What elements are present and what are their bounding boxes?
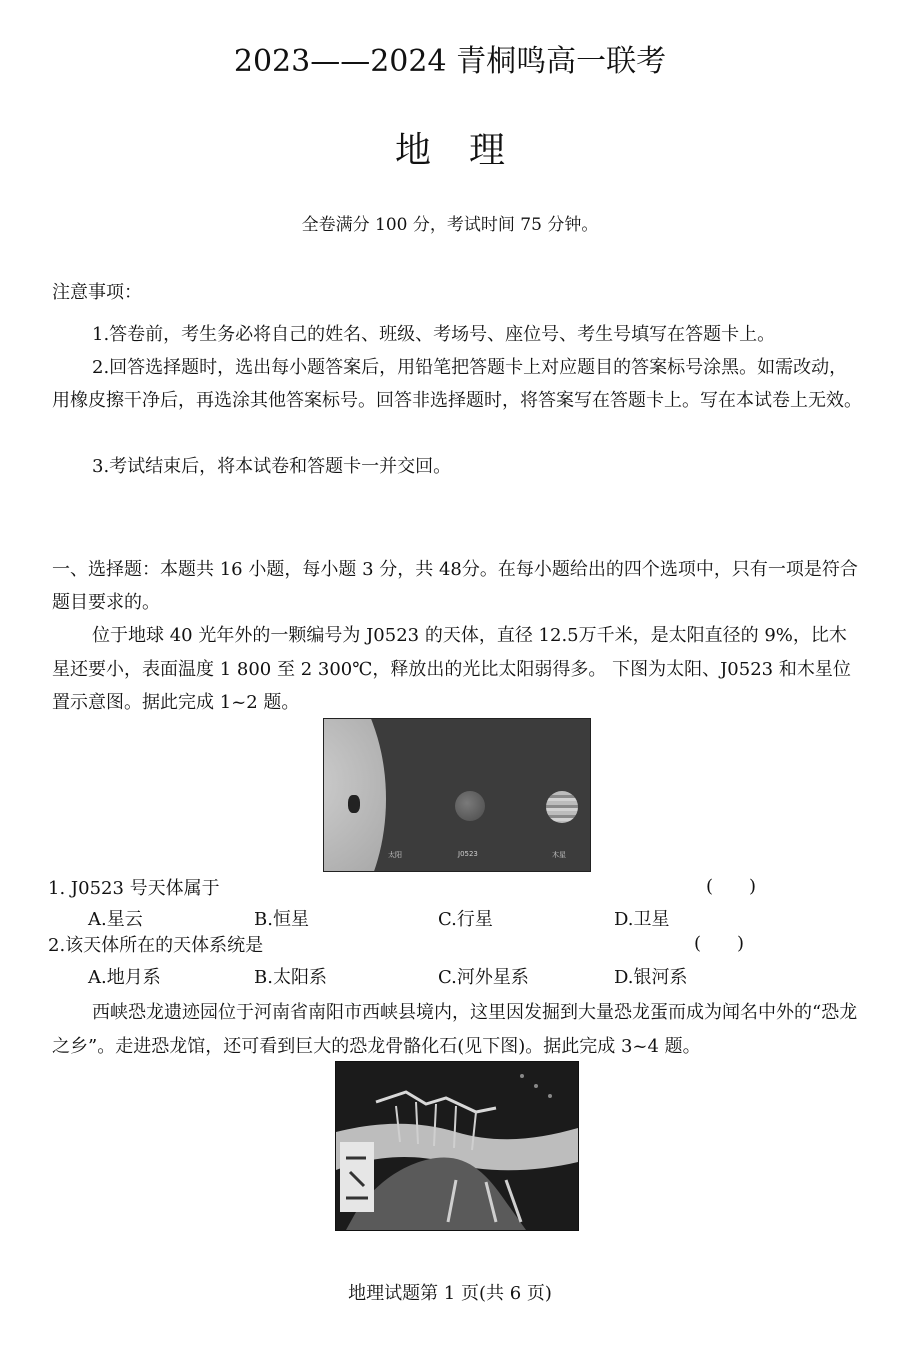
question-2-option-b: B.太阳系	[254, 967, 327, 988]
note-item-3: 3.考试结束后，将本试卷和答题卡一并交回。	[92, 456, 452, 477]
dinosaur-skeleton-drawing	[336, 1062, 578, 1230]
note-item-1: 1.答卷前，考生务必将自己的姓名、班级、考场号、座位号、考生号填写在答题卡上。	[92, 324, 776, 345]
question-2-option-c: C.河外星系	[438, 967, 529, 988]
question-2-stem: 2.该天体所在的天体系统是	[48, 935, 264, 956]
dinosaur-skeleton-photo	[335, 1061, 579, 1231]
passage-1: 位于地球 40 光年外的一颗编号为 J0523 的天体，直径 12.5万千米，是太阳直径的 9%，比木星还要小，表面温度 1 800 至 2 300℃，释放出的光比太阳弱得多。 下图为太阳、J0523 和木星位置示意图。据此完成 1~2 题。	[52, 625, 851, 713]
exam-info: 全卷满分 100 分，考试时间 75 分钟。	[301, 215, 599, 235]
question-2-option-a: A.地月系	[88, 967, 161, 988]
jupiter-shape	[546, 791, 578, 823]
question-1-option-c: C.行星	[438, 909, 493, 930]
question-1-option-a: A.星云	[88, 909, 143, 930]
sun-j0523-jupiter-figure	[323, 718, 591, 872]
subject-title: 地理	[394, 130, 543, 171]
j0523-shape	[455, 791, 485, 821]
question-1-option-d: D.卫星	[614, 909, 670, 930]
question-2-answer-blank: ( )	[694, 933, 745, 954]
figure-label-jupiter: 木星	[552, 851, 566, 859]
page-footer: 地理试题第 1 页(共 6 页)	[348, 1283, 552, 1304]
passage-2: 西峡恐龙遗迹园位于河南省南阳市西峡县境内，这里因发掘到大量恐龙蛋而成为闻名中外的“恐龙之乡”。走进恐龙馆，还可看到巨大的恐龙骨骼化石(见下图)。据此完成 3~4 题。	[52, 1002, 858, 1057]
question-1-answer-blank: ( )	[706, 876, 757, 897]
sun-spot	[348, 795, 360, 813]
question-1-option-b: B.恒星	[254, 909, 309, 930]
notes-heading: 注意事项：	[52, 282, 142, 303]
note-item-2: 2.回答选择题时，选出每小题答案后，用铅笔把答题卡上对应题目的答案标号涂黑。如需改动，用橡皮擦干净后，再选涂其他答案标号。回答非选择题时，将答案写在答题卡上。写在本试卷上无效。	[52, 357, 862, 411]
question-2-option-d: D.银河系	[614, 967, 688, 988]
figure-label-j0523: J0523	[458, 850, 478, 858]
figure-label-sun: 太阳	[388, 851, 402, 859]
question-1-stem: 1. J0523 号天体属于	[48, 878, 220, 899]
exam-title: 2023——2024 青桐鸣高一联考	[233, 44, 667, 79]
section-heading: 一、选择题：本题共 16 小题，每小题 3 分，共 48分。在每小题给出的四个选项中，只有一项是符合题目要求的。	[52, 559, 858, 613]
